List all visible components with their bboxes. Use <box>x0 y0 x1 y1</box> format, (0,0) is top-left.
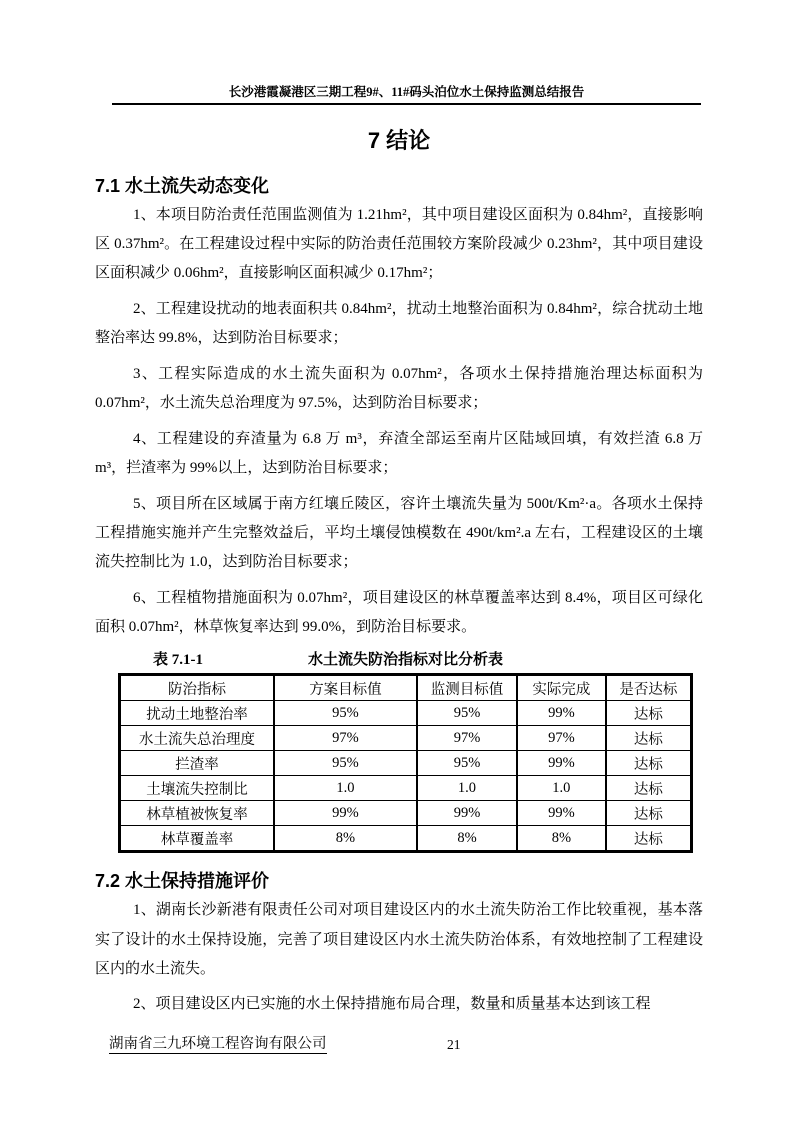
page-header <box>112 85 701 105</box>
section-heading-7-1: 7.1 水土流失动态变化 <box>95 176 270 196</box>
table-row <box>120 726 692 751</box>
table-cell: 达标 <box>606 726 692 751</box>
table-caption <box>95 650 703 670</box>
table-header-cell: 监测目标值 <box>417 675 517 701</box>
section-heading-7-2: 7.2 水土保持措施评价 <box>95 871 270 892</box>
table-cell: 95% <box>417 701 517 726</box>
table-cell: 1.0 <box>274 776 417 801</box>
page-footer <box>95 1035 703 1053</box>
table-cell: 8% <box>274 826 417 852</box>
table-cell: 99% <box>517 751 606 776</box>
page-number: 21 <box>447 1037 461 1052</box>
table-cell: 达标 <box>606 826 692 852</box>
paragraph: 1、湖南长沙新港有限责任公司对项目建设区内的水土流失防治工作比较重视，基本落实了设计的水土保持设施，完善了项目建设区内水土流失防治体系，有效地控制了工程建设区内的水土流失。 <box>95 902 703 977</box>
table-row <box>120 751 692 776</box>
table-cell: 8% <box>517 826 606 852</box>
table-cell: 1.0 <box>417 776 517 801</box>
table-header-cell: 是否达标 <box>606 675 692 701</box>
table-cell: 达标 <box>606 776 692 801</box>
table-row <box>120 826 692 852</box>
table-cell: 土壤流失控制比 <box>120 776 274 801</box>
table-cell: 1.0 <box>517 776 606 801</box>
table-cell: 99% <box>417 801 517 826</box>
table-cell: 林草覆盖率 <box>120 826 274 852</box>
table-header-cell: 方案目标值 <box>274 675 417 701</box>
table-cell: 扰动土地整治率 <box>120 701 274 726</box>
paragraph: 4、工程建设的弃渣量为 6.8 万 m³，弃渣全部运至南片区陆域回填，有效拦渣 6.8 万 m³，拦渣率为 99%以上，达到防治目标要求； <box>95 430 703 477</box>
table-cell: 95% <box>417 751 517 776</box>
table-cell: 95% <box>274 701 417 726</box>
paragraph: 1、本项目防治责任范围监测值为 1.21hm²，其中项目建设区面积为 0.84hm²，直接影响区 0.37hm²。在工程建设过程中实际的防治责任范围较方案阶段减少 0.23hm²，其中项目建设区面积减少 0.06hm²，直接影响区面积减少 0.17hm²； <box>95 207 703 282</box>
table-cell: 林草植被恢复率 <box>120 801 274 826</box>
table-cell: 97% <box>517 726 606 751</box>
paragraph: 5、项目所在区域属于南方红壤丘陵区，容许土壤流失量为 500t/Km²·a。各项水土保持工程措施实施并产生完整效益后，平均土壤侵蚀模数在 490t/km².a 左右，工程建设区的土壤流失控制比为 1.0，达到防治目标要求； <box>95 495 703 571</box>
table-cell: 达标 <box>606 751 692 776</box>
table-cell: 99% <box>517 701 606 726</box>
table-header-cell: 防治指标 <box>120 675 274 701</box>
table-caption-title: 水土流失防治指标对比分析表 <box>307 652 503 669</box>
table-header-row <box>120 675 692 701</box>
paragraph: 2、项目建设区内已实施的水土保持措施布局合理，数量和质量基本达到该工程 <box>133 996 651 1013</box>
paragraph: 3、工程实际造成的水土流失面积为 0.07hm²，各项水土保持措施治理达标面积为 0.07hm²，水土流失总治理度为 97.5%，达到防治目标要求； <box>95 366 703 412</box>
footer-company-name: 湖南省三九环境工程咨询有限公司 <box>109 1036 327 1052</box>
paragraph: 6、工程植物措施面积为 0.07hm²，项目建设区的林草覆盖率达到 8.4%，项目区可绿化面积 0.07hm²，林草恢复率达到 99.0%，到防治目标要求。 <box>95 589 703 636</box>
table-caption-label: 表 7.1-1 <box>153 652 203 669</box>
table-cell: 97% <box>274 726 417 751</box>
table-cell: 8% <box>417 826 517 852</box>
table-cell: 95% <box>274 751 417 776</box>
table-row <box>120 701 692 726</box>
table-header-cell: 实际完成 <box>517 675 606 701</box>
table-cell: 水土流失总治理度 <box>120 726 274 751</box>
table-cell: 达标 <box>606 801 692 826</box>
paragraph: 2、工程建设扰动的地表面积共 0.84hm²，扰动土地整治面积为 0.84hm²，综合扰动土地整治率达 99.8%，达到防治目标要求； <box>95 301 703 347</box>
header-title: 长沙港霞凝港区三期工程9#、11#码头泊位水土保持监测总结报告 <box>228 85 585 99</box>
table-cell: 达标 <box>606 701 692 726</box>
table-cell: 97% <box>417 726 517 751</box>
table-cell: 99% <box>517 801 606 826</box>
table-row <box>120 776 692 801</box>
page-content <box>95 0 703 1026</box>
table-cell: 99% <box>274 801 417 826</box>
page-title: 7 结论 <box>367 128 431 153</box>
indicator-comparison-table <box>118 673 693 853</box>
table-cell: 拦渣率 <box>120 751 274 776</box>
table-row <box>120 801 692 826</box>
